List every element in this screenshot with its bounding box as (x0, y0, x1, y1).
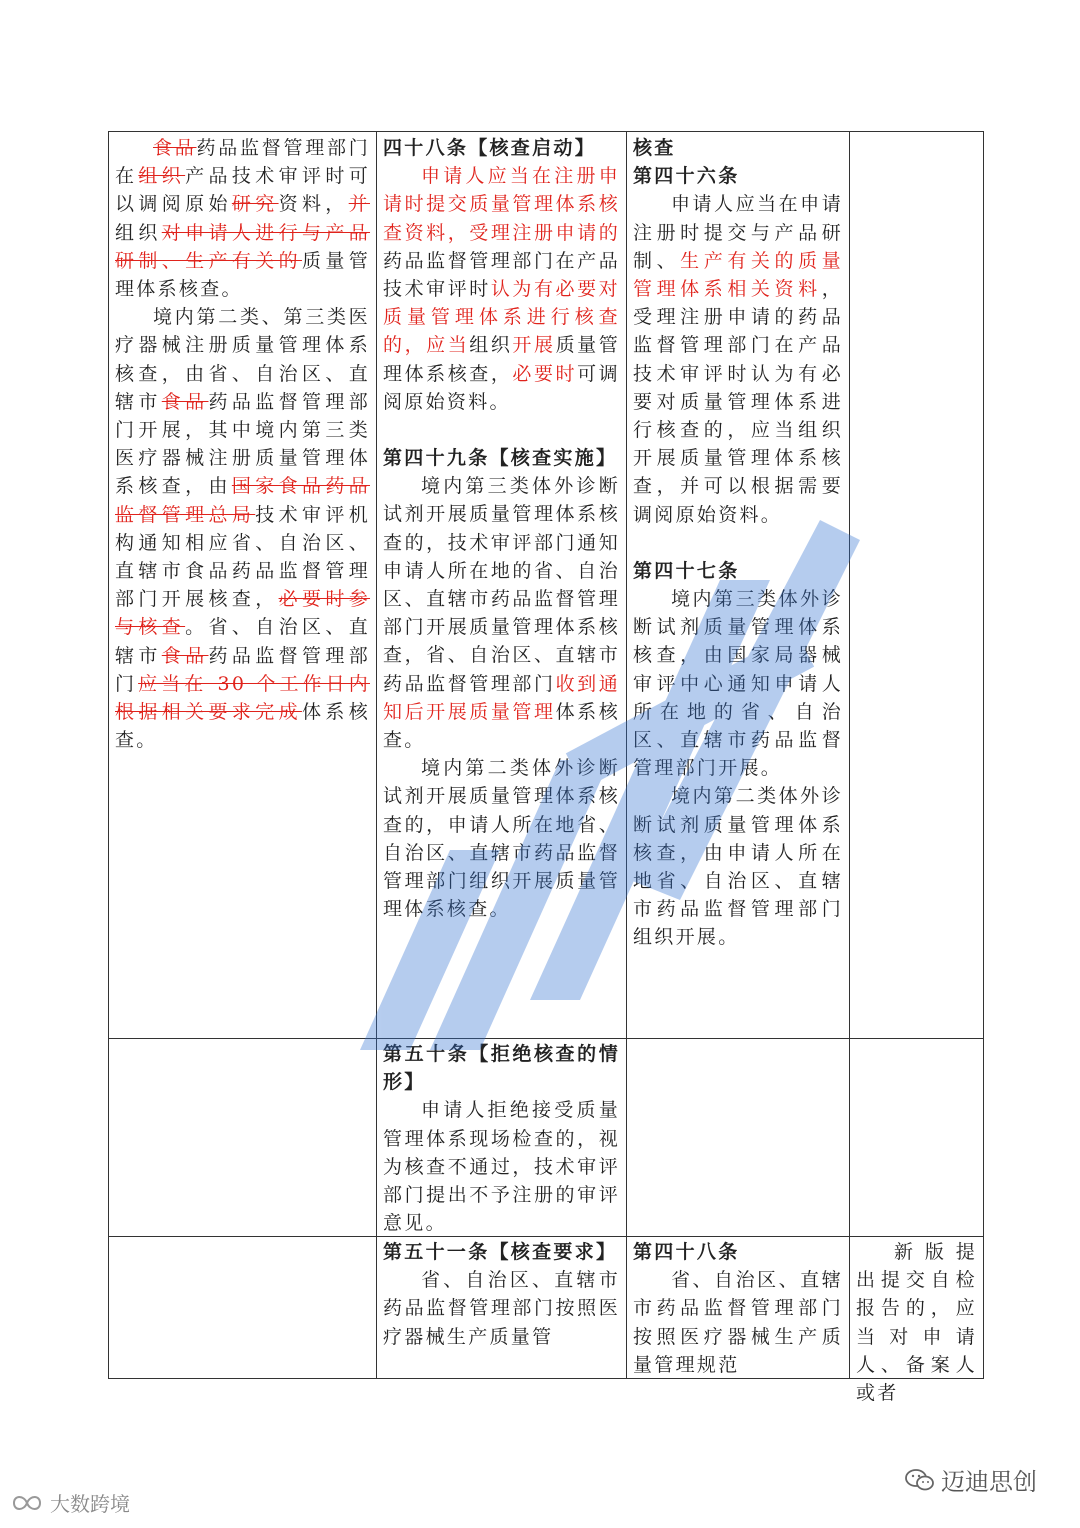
text-run: 新版提出提交自检报告的，应当对申请人、备案人或者 (856, 1241, 977, 1405)
text-run: 境内第三类体外诊断试剂质量管理体系核查，由国家局器械审评中心通知申请人所在地的省、自治区、直辖市药品监督管理部门开展。 (633, 588, 843, 780)
added-text: 申请人应当在注册申请时提交质量管理体系核查资料，受理注册申请的 (383, 165, 620, 244)
article-heading: 第四十八条 (633, 1241, 740, 1263)
text-run: 申请人拒绝接受质量管理体系现场检查的，视为核查不通过，技术审评部门提出不予注册的审评意见。 (383, 1099, 620, 1235)
added-text: 生产有关的质量管理体系相关资料 (633, 249, 843, 301)
text-run: 申请人应当在申请注册时提交与产品研制、 (633, 193, 843, 272)
cell-new-regulation (627, 1040, 849, 1236)
cell-paragraph (383, 444, 620, 472)
cell-remark (850, 1040, 983, 1236)
added-text: 开展 (512, 334, 556, 357)
cell-paragraph (633, 1238, 843, 1266)
cell-old-regulation (109, 134, 376, 1036)
text-run: 省、自治区、直辖市药品监督管理部门按照医疗器械生产质量管 (383, 1269, 620, 1348)
footer-left-label: 大数跨境 (50, 1492, 130, 1516)
cell-paragraph (633, 557, 843, 585)
footer-right-label: 迈迪思创 (941, 1468, 1037, 1496)
cell-paragraph (856, 1238, 977, 1407)
text-run: 省、自治区、直辖市药品监督管理部门按照医疗器械生产质量管理规范 (633, 1269, 843, 1376)
article-heading: 核查 (633, 137, 676, 159)
paragraph-gap (383, 416, 620, 444)
article-heading: 第五十一条【核查要求】 (383, 1241, 618, 1263)
cell-new-regulation (627, 1238, 849, 1378)
cell-paragraph (115, 134, 370, 303)
text-run: 药品监督管理部门在 (115, 137, 370, 188)
cell-paragraph (633, 134, 843, 162)
text-run: 。省、自治区、直辖市 (115, 616, 370, 667)
added-text: 收到通知后开展质量管理 (383, 672, 621, 723)
cell-paragraph (633, 585, 843, 782)
deleted-text: 国家食品药品监督管理总局 (115, 475, 370, 526)
text-run: 体系核查。 (115, 701, 370, 752)
deleted-text: 应当在 30 个工作日内根据相关要求完成 (115, 672, 370, 724)
article-heading: 四十八条【核查启动】 (383, 137, 597, 159)
cell-paragraph (383, 134, 620, 162)
cell-draft-regulation (377, 1238, 626, 1378)
deleted-text: 必要时参与核查 (115, 588, 371, 639)
cell-paragraph (633, 190, 843, 528)
text-run: 组织 (115, 221, 162, 244)
cell-paragraph (633, 1266, 843, 1379)
cell-paragraph (115, 303, 370, 754)
cell-paragraph (383, 162, 620, 416)
deleted-text: 研究 (231, 193, 279, 216)
cell-paragraph (383, 1266, 620, 1351)
added-text: 认为有必要对质量管理体系进行核查的，应当 (383, 278, 620, 357)
infinity-logo-icon (10, 1492, 44, 1514)
deleted-text: 组织 (138, 165, 186, 188)
article-heading: 第五十条【拒绝核查的情形】 (383, 1043, 620, 1094)
text-run: 境内第二类体外诊断试剂开展质量管理体系核查的，申请人所在地省、自治区、直辖市药品监督管理部门组织开展质量管理体系核查。 (383, 757, 620, 921)
text-run: 体系核查。 (383, 700, 621, 752)
cell-paragraph (633, 782, 843, 951)
text-run: 质量管理体系核查， (383, 334, 620, 385)
cell-remark (850, 134, 983, 1036)
deleted-text: 食品 (153, 137, 197, 159)
wechat-icon (905, 1468, 935, 1492)
cell-remark (850, 1238, 983, 1405)
article-heading: 第四十六条 (633, 165, 740, 188)
cell-paragraph (383, 754, 620, 923)
cell-paragraph (383, 472, 620, 754)
added-text: 必要时 (512, 362, 578, 385)
text-run: ，受理注册申请的药品监督管理部门在产品技术审评时认为有必要对质量管理体系进行核查的，应当组织开展质量管理体系核查，并可以根据需要调阅原始资料。 (633, 278, 843, 526)
text-run: 资料， (278, 193, 349, 216)
cell-paragraph (383, 1096, 620, 1237)
text-run: 境内第二类、第三类医疗器械注册质量管理体系核查，由省、自治区、直辖市 (115, 306, 370, 413)
text-run: 技术审评机构通知相应省、自治区、直辖市食品药品监督管理部门开展核查， (115, 503, 370, 611)
cell-new-regulation (627, 134, 849, 1036)
cell-paragraph (633, 162, 843, 190)
footer-source-right (905, 1462, 1037, 1497)
comparison-table (108, 131, 984, 1405)
deleted-text: 食品 (161, 644, 209, 667)
text-run: 产品技术审评时可以调阅原始 (115, 165, 370, 216)
text-run: 境内第二类体外诊断试剂质量管理体系核查，由申请人所在地省、自治区、直辖市药品监督管理部门组织开展。 (633, 785, 843, 949)
text-run: 境内第三类体外诊断试剂开展质量管理体系核查的，技术审评部门通知申请人所在地的省、自治区、直辖市药品监督管理部门开展质量管理体系核查，省、自治区、直辖市药品监督管理部门 (383, 475, 620, 695)
deleted-text: 并 (348, 193, 370, 216)
text-run: 可调阅原始资料。 (383, 362, 620, 413)
article-heading: 第四十七条 (633, 559, 740, 582)
cell-draft-regulation (377, 134, 626, 1036)
cell-paragraph (383, 1040, 620, 1096)
cell-paragraph (383, 1238, 620, 1266)
text-run: 药品监督管理部门 (115, 644, 371, 695)
cell-old-regulation (109, 1040, 376, 1236)
text-run: 组织 (469, 334, 513, 357)
article-heading: 第四十九条【核查实施】 (383, 447, 618, 470)
cell-old-regulation (109, 1238, 376, 1378)
row-divider (109, 1038, 983, 1039)
deleted-text: 对申请人进行与产品研制、生产有关的 (115, 221, 371, 272)
text-run: 药品监督管理部门在产品技术审评时 (383, 249, 620, 301)
cell-draft-regulation (377, 1040, 626, 1236)
footer-source-left (10, 1488, 130, 1517)
text-run: 药品监督管理部门开展，其中境内第三类医疗器械注册质量管理体系核查，由 (115, 390, 371, 498)
deleted-text: 食品 (161, 390, 209, 413)
paragraph-gap (633, 529, 843, 557)
text-run: 质量管理体系核查。 (115, 249, 370, 301)
